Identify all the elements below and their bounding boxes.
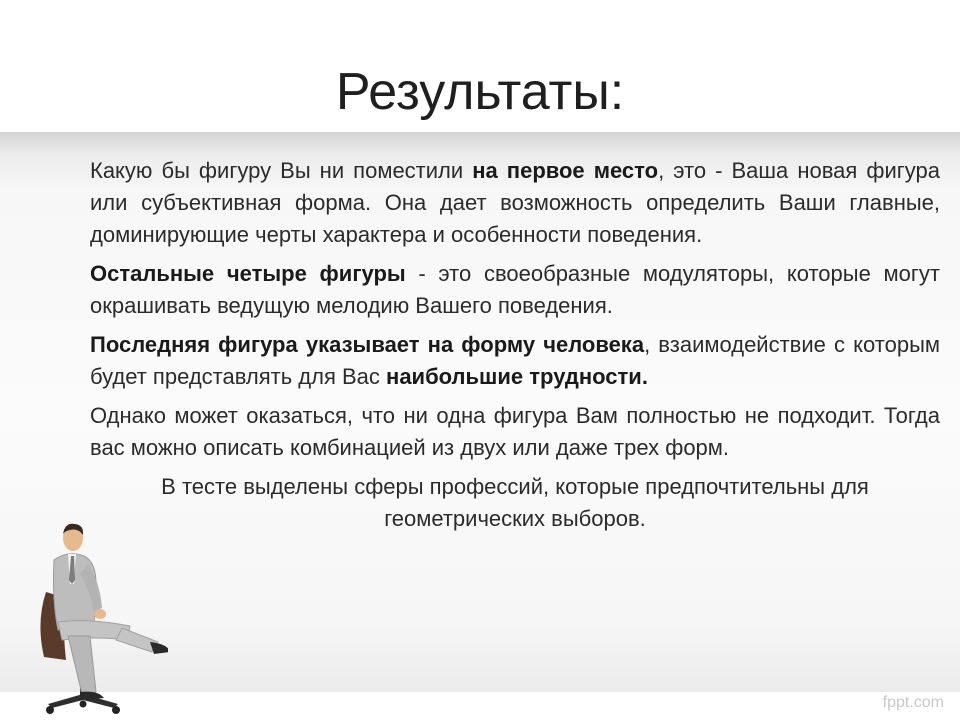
text-segment: Какую бы фигуру Вы ни поместили bbox=[90, 158, 473, 183]
paragraph-first-place bbox=[90, 155, 940, 251]
text-segment: Однако может оказаться, что ни одна фигура Вам полностью не подходит. Тогда вас можно описать комбинацией из двух или даже трех форм. bbox=[90, 403, 940, 460]
text-segment-bold: Последняя фигура указывает на форму человека bbox=[90, 332, 645, 357]
shoe bbox=[150, 642, 168, 654]
chair-wheel bbox=[112, 706, 120, 714]
slide-title: Результаты: bbox=[335, 63, 625, 121]
paragraph-combination bbox=[90, 400, 940, 464]
body-text bbox=[90, 155, 940, 542]
watermark: fppt.com bbox=[882, 694, 944, 711]
text-segment: , это - Ваша новая фигура или субъективная форма. Она дает возможность определить Ваши главные, доминирующие черты характера и особенности поведения. bbox=[90, 158, 940, 247]
paragraph-other-four bbox=[90, 258, 940, 322]
text-segment-bold: на первое место bbox=[472, 158, 659, 183]
leg-lower bbox=[116, 628, 158, 652]
leg-standing bbox=[68, 636, 96, 694]
text-segment-bold: наибольшие трудности. bbox=[386, 364, 648, 389]
chair-wheel bbox=[46, 706, 54, 714]
closing-note: В тесте выделены сферы профессий, которые предпочтительны для геометрических выборов. bbox=[161, 474, 869, 531]
text-segment: - это своеобразные модуляторы, которые могут окрашивать ведущую мелодию Вашего поведения. bbox=[90, 261, 940, 318]
shoe bbox=[80, 692, 104, 700]
paragraph-last-figure bbox=[90, 329, 940, 393]
text-segment-bold: Остальные четыре фигуры bbox=[90, 261, 406, 286]
hand bbox=[94, 609, 106, 619]
text-segment: , взаимодействие с которым будет представлять для Вас bbox=[90, 332, 941, 389]
chair-wheel bbox=[80, 701, 87, 708]
seated-businessman-illustration bbox=[18, 522, 168, 720]
